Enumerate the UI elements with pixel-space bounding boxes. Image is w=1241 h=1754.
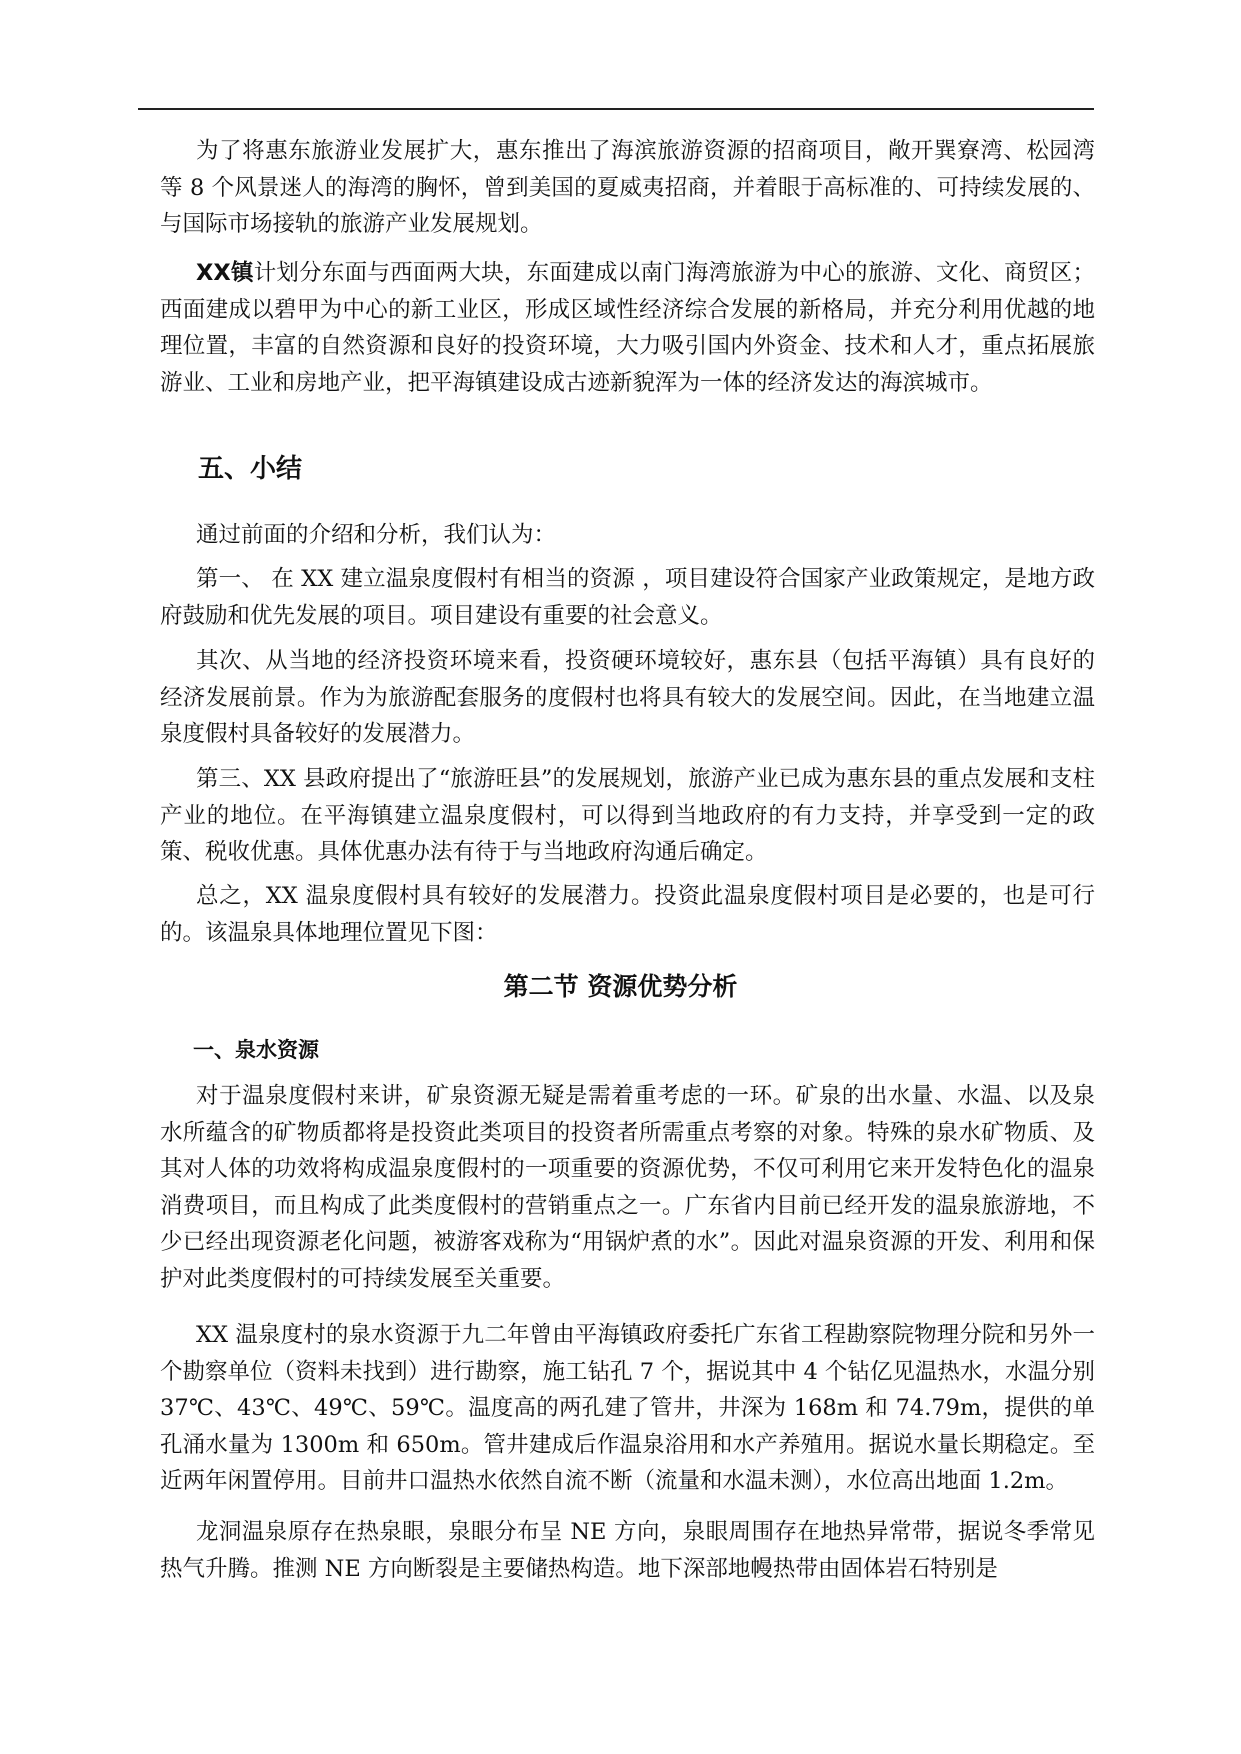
paragraph-third: 第三、XX 县政府提出了“旅游旺县”的发展规划，旅游产业已成为惠东县的重点发展和支柱产业的地位。在平海镇建立温泉度假村，可以得到当地政府的有力支持，并享受到一定的政策、税收优惠。具体优惠办法有待于与当地政府沟通后确定。 (160, 766, 1095, 865)
paragraph-longdong-spring: 龙洞温泉原存在热泉眼，泉眼分布呈 NE 方向，泉眼周围存在地热异常带，据说冬季常见热气升腾。推测 NE 方向断裂是主要储热构造。地下深部地幔热带由固体岩石特别是 (160, 1519, 1095, 1582)
paragraph-conclusion: 总之，XX 温泉度假村具有较好的发展潜力。投资此温泉度假村项目是必要的，也是可行的。该温泉具体地理位置见下图： (160, 883, 1095, 946)
section-title: 第二节 资源优势分析 (503, 972, 738, 1001)
paragraph-tourism-investment: 为了将惠东旅游业发展扩大，惠东推出了海滨旅游资源的招商项目，敞开巽寮湾、松园湾等 8 个风景迷人的海湾的胸怀，曾到美国的夏威夷招商，并着眼于高标准的、可持续发展的、与国际市场接轨的旅游产业发展规划。 (160, 138, 1095, 237)
paragraph-spring-overview: 对于温泉度假村来讲，矿泉资源无疑是需着重考虑的一环。矿泉的出水量、水温、以及泉水所蕴含的矿物质都将是投资此类项目的投资者所需重点考察的对象。特殊的泉水矿物质、及其对人体的功效将构成温泉度假村的一项重要的资源优势，不仅可利用它来开发特色化的温泉消费项目，而且构成了此类度假村的营销重点之一。广东省内目前已经开发的温泉旅游地，不少已经出现资源老化问题，被游客戏称为“用锅炉煮的水”。因此对温泉资源的开发、利用和保护对此类度假村的可持续发展至关重要。 (160, 1083, 1095, 1292)
paragraph-intro: 通过前面的介绍和分析，我们认为： (196, 522, 557, 548)
header-rule (138, 108, 1094, 110)
heading-spring-resources: 一、泉水资源 (193, 1038, 319, 1062)
town-name: XX镇 (196, 260, 254, 286)
paragraph-second: 其次、从当地的经济投资环境来看，投资硬环境较好，惠东县（包括平海镇）具有良好的经济发展前景。作为为旅游配套服务的度假村也将具有较大的发展空间。因此，在当地建立温泉度假村具备较好的发展潜力。 (160, 648, 1095, 747)
heading-summary: 五、小结 (198, 454, 303, 484)
town-plan-text: 计划分东面与西面两大块，东面建成以南门海湾旅游为中心的旅游、文化、商贸区；西面建成以碧甲为中心的新工业区，形成区域性经济综合发展的新格局，并充分利用优越的地理位置，丰富的自然资源和良好的投资环境，大力吸引国内外资金、技术和人才，重点拓展旅游业、工业和房地产业，把平海镇建设成古迹新貌浑为一体的经济发达的海滨城市。 (160, 260, 1095, 396)
paragraph-town-plan (160, 255, 1095, 401)
paragraph-first: 第一、 在 XX 建立温泉度假村有相当的资源 ，项目建设符合国家产业政策规定，是地方政府鼓励和优先发展的项目。项目建设有重要的社会意义。 (160, 566, 1095, 629)
paragraph-spring-survey: XX 温泉度村的泉水资源于九二年曾由平海镇政府委托广东省工程勘察院物理分院和另外一个勘察单位（资料未找到）进行勘察，施工钻孔 7 个，据说其中 4 个钻亿见温热水，水温分别 37℃、43℃、49℃、59℃。温度高的两孔建了管井，井深为 168m 和 74.79m，提供的单孔涌水量为 1300m 和 650m。管井建成后作温泉浴用和水产养殖用。据说水量长期稳定。至近两年闲置停用。目前井口温热水依然自流不断（流量和水温未测），水位高出地面 1.2m。 (160, 1322, 1095, 1494)
